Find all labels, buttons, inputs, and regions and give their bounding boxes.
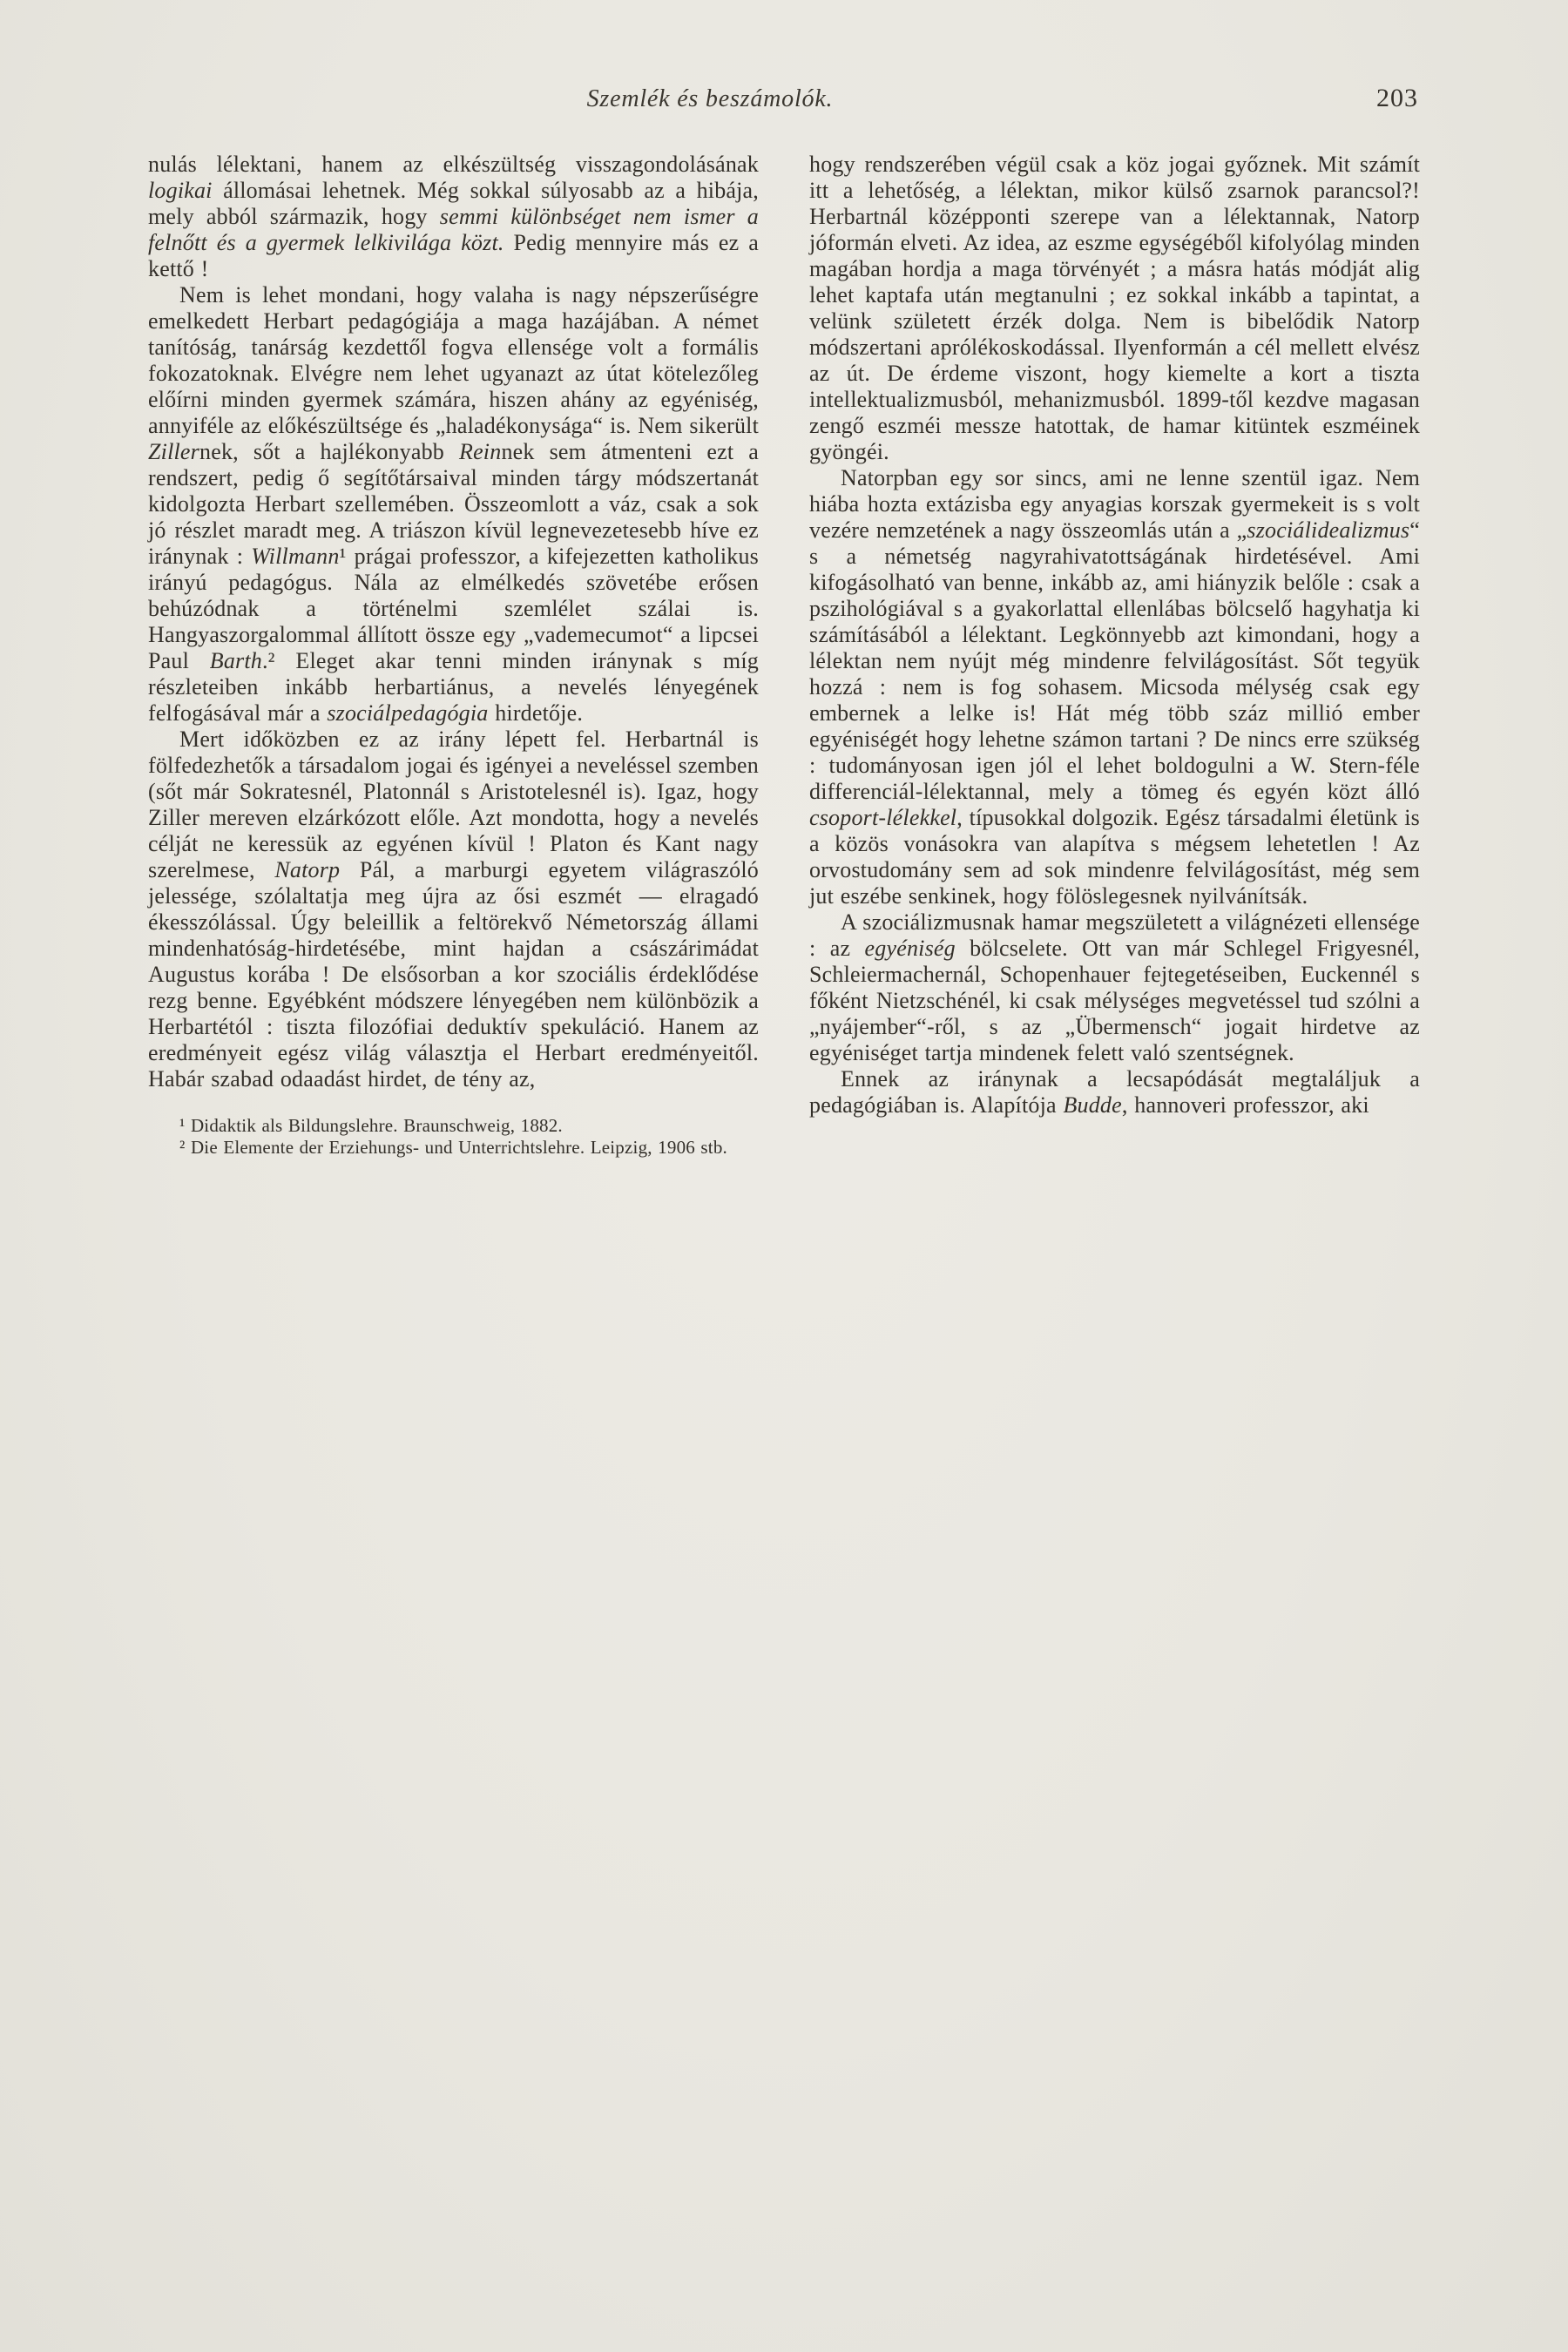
text-run: nulás lélektani, hanem az elkészültség visszagondolásának xyxy=(148,152,759,177)
italic-text-run: Willmann xyxy=(251,544,340,569)
paragraph xyxy=(809,465,1420,909)
left-column-text xyxy=(148,152,759,1092)
text-run: Pedig mennyire más ez a kettő ! xyxy=(148,230,759,281)
paragraph xyxy=(148,282,759,727)
page-header-title: Szemlék és beszámolók. xyxy=(586,85,834,112)
left-column xyxy=(148,152,759,1159)
italic-text-run: logikai xyxy=(148,178,213,203)
right-column xyxy=(809,152,1420,1159)
text-run: Pál, a marburgi egyetem világraszóló jelessége, szólaltatja meg újra az ősi eszmét — elragadó ékesszólással. Úgy beleillik a feltörekvő Németország állami mindenhatóság-hirdetésébe, mint hajdan a császárimádat Augustus korába ! De elsősorban a kor szociális érdeklődése rezg benne. Egyébként módszere lényegében nem különbözik a Herbartétól : tiszta filozófiai deduktív spekuláció. Hanem az eredményeit egész világ választja el Herbart eredményeitől. Habár szabad odaadást hirdet, de tény az, xyxy=(148,857,759,1092)
text-columns xyxy=(148,152,1420,1159)
text-run: nek, sőt a hajlékonyabb xyxy=(199,439,459,464)
text-run: Natorpban egy sor sincs, ami ne lenne szentül igaz. Nem hiába hozta extázisba egy anyagias korszak gyermekeit is s volt vezére nemzetének a nagy összeomlás után a „ xyxy=(809,465,1420,543)
paragraph xyxy=(148,1115,759,1137)
right-column-text xyxy=(809,152,1420,1119)
text-run: hirdetője. xyxy=(488,700,584,726)
journal-page xyxy=(148,0,1420,1159)
text-run: , típusokkal dolgozik. Egész társadalmi életünk is a közös vonásokra van alapítva s mégsem lehetetlen ! Az orvostudomány sem ad sok mindenre felvilágosítást, még sem jut eszébe senkinek, hogy fölöslegesnek nyilvánítsák. xyxy=(809,805,1420,909)
paragraph xyxy=(148,1137,759,1159)
italic-text-run: Natorp xyxy=(274,857,341,882)
text-run: bölcselete. Ott van már Schlegel Frigyesnél, Schleiermachernál, Schopenhauer fejtegetéseiben, Euckennél s főként Nietzschénél, ki csak mélységes megvetéssel tud szólni a „nyájember“-ről, s az „Übermensch“ jogait hirdetve az egyéniséget tartja mindenek felett való szentségnek. xyxy=(809,936,1420,1065)
italic-text-run: egyéniség xyxy=(864,936,956,961)
text-run: , hannoveri professzor, aki xyxy=(1121,1092,1369,1118)
text-run: állomásai lehetnek. Még sokkal súlyosabb az a hibája, mely abból származik, hogy xyxy=(148,178,759,229)
italic-text-run: csoport-lélekkel xyxy=(809,805,957,830)
text-run: “ s a németség nagyrahivatottságának hirdetésével. Ami kifogásolható van benne, inkább az, ami hiányzik belőle : csak a pszihológiával s a gyakorlattal ellenlábas bölcselő hagyhatja ki számításából a lélektant. Legkönnyebb azt kimondani, hogy a lélektan nem nyújt még mindenre felvilágosítást. Sőt tegyük hozzá : nem is fog sohasem. Micsoda mélység csak egy embernek a lelke is! Hát még több száz millió ember egyéniségét hogy lehetne számon tartani ? De nincs erre szükség : tudományosan igen jól el lehet boldogulni a W. Stern-féle differenciál-lélektannal, mely a tömeg és egyén közt álló xyxy=(809,517,1420,804)
text-run: ¹ prágai professzor, a kifejezetten katholikus irányú pedagógus. Nála az elmélkedés szövetébe erősen behúzódnak a történelmi szemlélet szálai is. Hangyaszorgalommal állított össze egy „vademecumot“ a lipcsei Paul xyxy=(148,544,759,673)
text-run: Nem is lehet mondani, hogy valaha is nagy népszerűségre emelkedett Herbart pedagógiája a maga hazájában. A német tanítóság, tanárság kezdettől fogva ellensége volt a formális fokozatoknak. Elvégre nem lehet ugyanazt az útat kötelezőleg előírni minden gyermek számára, hiszen ahány az egyéniség, annyiféle az előkészültsége és „haladékonysága“ is. Nem sikerült xyxy=(148,282,759,438)
paragraph xyxy=(809,152,1420,465)
italic-text-run: szociálidealizmus xyxy=(1247,517,1410,543)
paragraph xyxy=(809,1066,1420,1119)
running-header xyxy=(148,85,1420,117)
paragraph xyxy=(148,727,759,1092)
text-run: hogy rendszerében végül csak a köz jogai győznek. Mit számít itt a lehetőség, a lélektan, mikor külső zsarnok parancsol?! Herbartnál középponti szerepe van a lélektannak, Natorp jóformán elveti. Az idea, az eszme egységéből kifolyólag minden magában hordja a maga törvényét ; a másra hatás módját alig lehet kaptafa után megtanulni ; ez sokkal inkább a tapintat, a velünk született érzék dolga. Nem is bibelődik Natorp módszertani aprólékoskodással. Ilyenformán a cél mellett elvész az út. De érdeme viszont, hogy kiemelte a kort a tiszta intellektualizmusból, mehanizmusból. 1899-től kezdve magasan zengő eszméi messze hatottak, de hamar kitüntek eszméinek gyöngéi. xyxy=(809,152,1420,464)
text-run: Mert időközben ez az irány lépett fel. Herbartnál is fölfedezhetők a társadalom jogai és igényei a neveléssel szemben (sőt már Sokratesnél, Platonnál s Aristotelesnél is). Igaz, hogy Ziller mereven elzárkózott előle. Azt mondotta, hogy a nevelés célját ne keressük az egyénen kívül ! Platon és Kant nagy szerelmese, xyxy=(148,727,759,882)
footnotes xyxy=(148,1115,759,1159)
page-number: 203 xyxy=(1376,84,1418,112)
text-run: ² Die Elemente der Erziehungs- und Unterrichtslehre. Leipzig, 1906 stb. xyxy=(179,1137,727,1158)
paragraph xyxy=(148,152,759,282)
text-run: Ennek az iránynak a lecsapódását megtaláljuk a pedagógiában is. Alapítója xyxy=(809,1066,1420,1118)
italic-text-run: Rein xyxy=(458,439,502,464)
italic-text-run: Ziller xyxy=(148,439,199,464)
text-run: .² Eleget akar tenni minden iránynak s míg részleteiben inkább herbartiánus, a nevelés lényegének felfogásával már a xyxy=(148,648,759,726)
italic-text-run: semmi különbséget nem ismer a felnőtt és a gyermek lelkivilága közt. xyxy=(148,204,759,255)
italic-text-run: szociálpedagógia xyxy=(327,700,489,726)
paragraph xyxy=(809,909,1420,1066)
text-run: nek sem átmenteni ezt a rendszert, pedig ő segítőtársaival minden tárgy módszertanát kidolgozta Herbart szellemében. Összeomlott a váz, csak a sok jó részlet maradt meg. A triászon kívül legnevezetesebb híve ez iránynak : xyxy=(148,439,759,569)
text-run: ¹ Didaktik als Bildungslehre. Braunschweig, 1882. xyxy=(179,1115,563,1136)
italic-text-run: Budde xyxy=(1063,1092,1122,1118)
italic-text-run: Barth xyxy=(209,648,262,673)
text-run: A szociálizmusnak hamar megszületett a világnézeti ellensége : az xyxy=(809,909,1420,961)
